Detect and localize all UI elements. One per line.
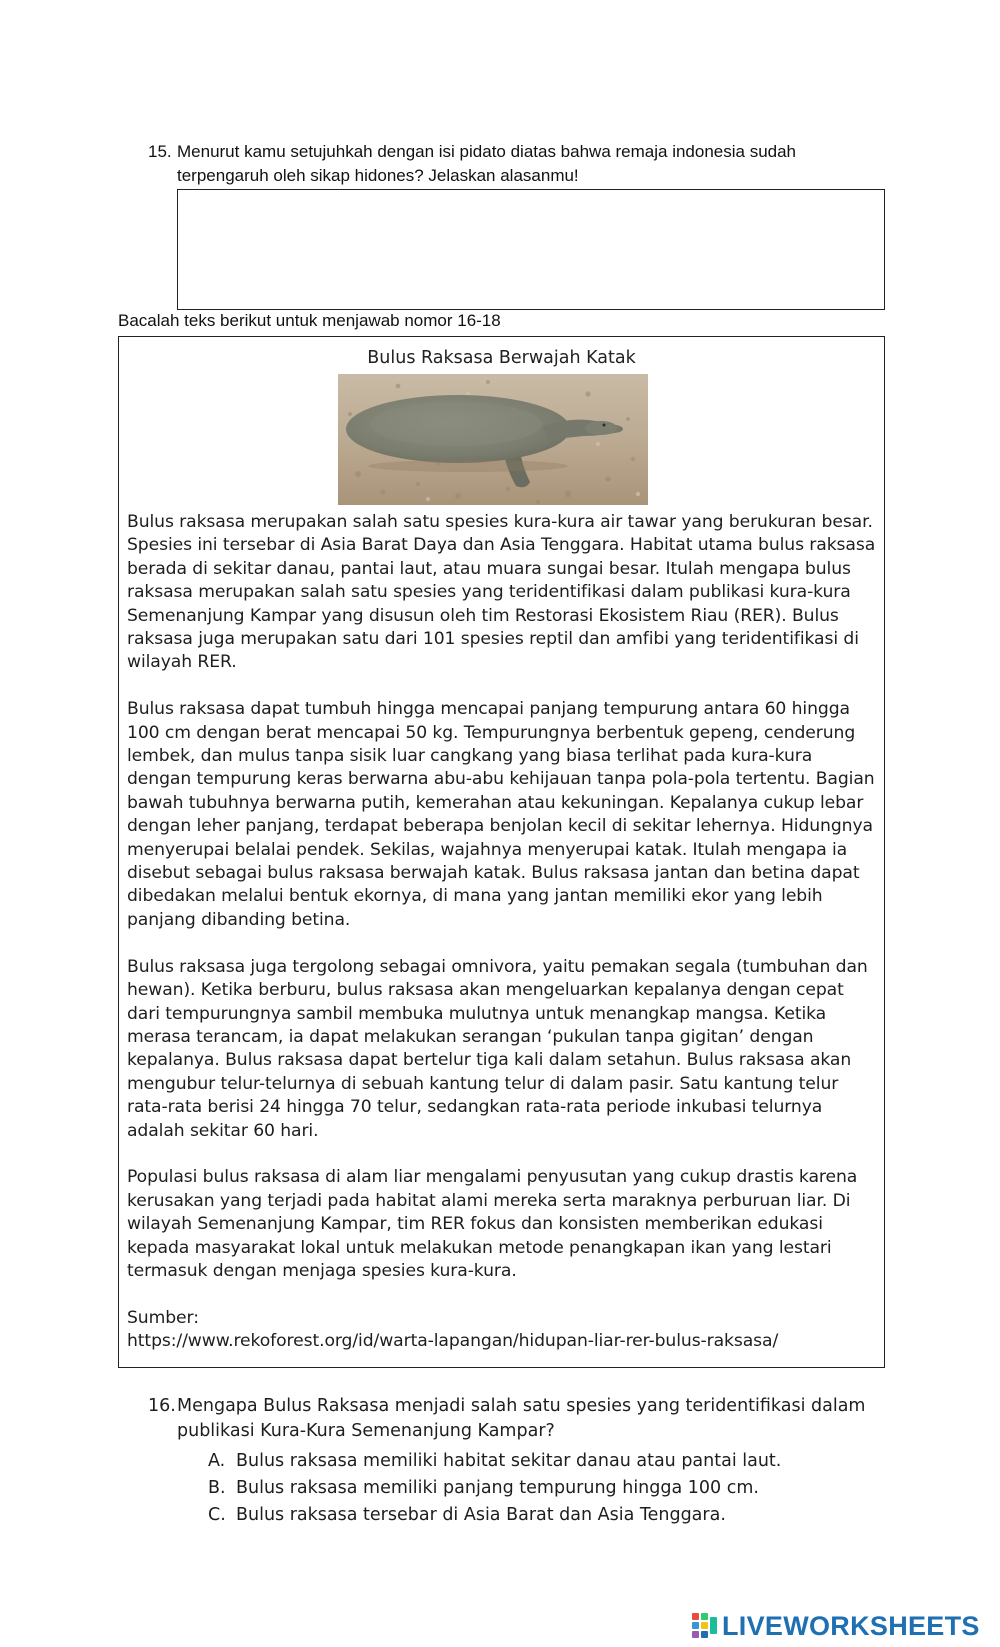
option-text: Bulus raksasa tersebar di Asia Barat dan Asia Tenggara. xyxy=(236,1505,726,1525)
option-text: Bulus raksasa memiliki habitat sekitar danau atau pantai laut. xyxy=(236,1451,782,1471)
reading-paragraph: Populasi bulus raksasa di alam liar mengalami penyusutan yang cukup drastis karena kerusakan yang terjadi pada habitat alami mereka serta maraknya perburuan liar. Di wilayah Semenanjung Kampar, tim RER fokus dan konsisten memberikan edukasi kepada masyarakat lokal untuk melakukan metode penangkapan ikan yang lestari termasuk dengan menjaga spesies kura-kura. xyxy=(127,1167,858,1281)
liveworksheets-icon xyxy=(692,1613,718,1639)
softshell-turtle-photo xyxy=(338,374,648,505)
reading-paragraph: Bulus raksasa merupakan salah satu spesies kura-kura air tawar yang berukuran besar. Spesies ini tersebar di Asia Barat Daya dan Asia Tenggara. Habitat utama bulus raksasa berada di sekitar danau, pantai laut, atau muara sungai besar. Itulah mengapa bulus raksasa merupakan salah satu spesies yang teridentifikasi dalam publikasi kura-kura Semenanjung Kampar yang disusun oleh tim Restorasi Ekosistem Riau (RER). Bulus raksasa juga merupakan satu dari 101 spesies reptil dan amfibi yang teridentifikasi di wilayah RER. xyxy=(127,512,876,673)
reading-instruction: Bacalah teks berikut untuk menjawab nomor 16-18 xyxy=(118,311,501,330)
reading-paragraph: Bulus raksasa juga tergolong sebagai omnivora, yaitu pemakan segala (tumbuhan dan hewan). Ketika berburu, bulus raksasa akan mengeluarkan kepalanya dengan cepat dari tempurungnya sambil membuka mulutnya untuk menangkap mangsa. Ketika merasa terancam, ia dapat melakukan serangan ‘pukulan tanpa gigitan’ dengan kepalanya. Bulus raksasa dapat bertelur tiga kali dalam setahun. Bulus raksasa akan mengubur telur-telurnya di sebuah kantung telur di dalam pasir. Satu kantung telur rata-rata berisi 24 hingga 70 telur, sedangkan rata-rata periode inkubasi telurnya adalah sekitar 60 hari. xyxy=(127,956,868,1141)
question-number: 15. xyxy=(148,142,172,161)
question-number: 16. xyxy=(148,1396,176,1416)
reading-title: Bulus Raksasa Berwajah Katak xyxy=(367,348,636,368)
option-b[interactable] xyxy=(208,1475,908,1502)
option-text: Bulus raksasa memiliki panjang tempurung hingga 100 cm. xyxy=(236,1478,759,1498)
option-letter: A. xyxy=(208,1451,226,1471)
logo-text: LIVEWORKSHEETS xyxy=(722,1610,980,1641)
question-text: Mengapa Bulus Raksasa menjadi salah satu spesies yang teridentifikasi dalam publikasi Kura-Kura Semenanjung Kampar? xyxy=(177,1396,866,1441)
answer-15-textbox[interactable] xyxy=(177,189,885,310)
reading-body xyxy=(127,511,879,1354)
liveworksheets-logo xyxy=(692,1611,980,1641)
question-16 xyxy=(148,1394,908,1529)
question-15 xyxy=(148,140,848,188)
reading-paragraph: Bulus raksasa dapat tumbuh hingga mencapai panjang tempurung antara 60 hingga 100 cm dengan berat mencapai 50 kg. Tempurungnya berbentuk gepeng, cenderung lembek, dan mulus tanpa sisik luar cangkang yang biasa terlihat pada kura-kura dengan tempurung keras berwarna abu-abu kehijauan tanpa pola-pola tertentu. Bagian bawah tubuhnya berwarna putih, kemerahan atau kekuningan. Kepalanya cukup lebar dengan leher panjang, terdapat beberapa benjolan kecil di sekitar lehernya. Hidungnya menyerupai belalai pendek. Sekilas, wajahnya menyerupai katak. Itulah mengapa ia disebut sebagai bulus raksasa berwajah katak. Bulus raksasa jantan dan betina dapat dibedakan melalui bentuk ekornya, di mana yang jantan memiliki ekor yang lebih panjang dibanding betina. xyxy=(127,699,875,930)
answer-options xyxy=(208,1448,908,1529)
reading-passage xyxy=(118,336,885,1368)
option-letter: C. xyxy=(208,1505,226,1525)
option-c[interactable] xyxy=(208,1502,908,1529)
source-url: https://www.rekoforest.org/id/warta-lapangan/hidupan-liar-rer-bulus-raksasa/ xyxy=(127,1331,779,1352)
source-label: Sumber: xyxy=(127,1307,199,1328)
source-block xyxy=(127,1307,879,1354)
option-letter: B. xyxy=(208,1478,226,1498)
question-text: Menurut kamu setujuhkah dengan isi pidato diatas bahwa remaja indonesia sudah terpengaruh oleh sikap hidones? Jelaskan alasanmu! xyxy=(177,142,797,185)
option-a[interactable] xyxy=(208,1448,908,1475)
